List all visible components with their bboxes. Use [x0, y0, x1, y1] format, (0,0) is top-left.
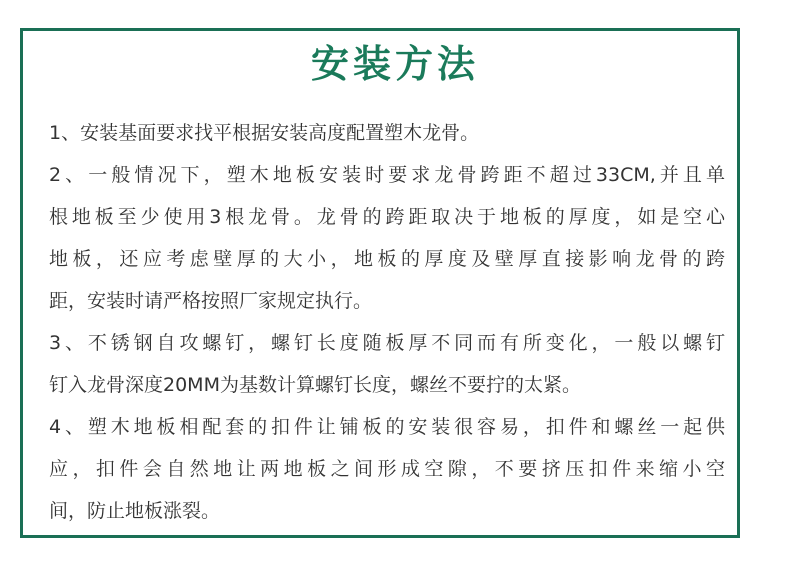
- paragraph-line: 钉入龙骨深度20MM为基数计算螺钉长度，螺丝不要拧的太紧。: [49, 374, 581, 396]
- instructions-body: [49, 112, 725, 532]
- paragraph-line: 地板，还应考虑壁厚的大小，地板的厚度及壁厚直接影响龙骨的跨: [49, 248, 725, 270]
- paragraph-line: 根地板至少使用3根龙骨。龙骨的跨距取决于地板的厚度，如是空心: [49, 206, 725, 228]
- paragraph-line: 4、塑木地板相配套的扣件让铺板的安装很容易，扣件和螺丝一起供: [49, 416, 725, 438]
- paragraph-line: 1、安装基面要求找平根据安装高度配置塑木龙骨。: [49, 122, 480, 144]
- paragraph-2: [49, 154, 725, 322]
- page-title: 安装方法: [310, 42, 479, 86]
- paragraph-4: [49, 406, 725, 532]
- paragraph-3: [49, 322, 725, 406]
- paragraph-line: 间，防止地板涨裂。: [49, 500, 221, 522]
- paragraph-line: 距，安装时请严格按照厂家规定执行。: [49, 290, 373, 312]
- paragraph-line: 2、一般情况下，塑木地板安装时要求龙骨跨距不超过33CM,并且单: [49, 164, 725, 186]
- paragraph-1: [49, 112, 725, 154]
- paragraph-line: 3、不锈钢自攻螺钉，螺钉长度随板厚不同而有所变化，一般以螺钉: [49, 332, 725, 354]
- paragraph-line: 应，扣件会自然地让两地板之间形成空隙，不要挤压扣件来缩小空: [49, 458, 725, 480]
